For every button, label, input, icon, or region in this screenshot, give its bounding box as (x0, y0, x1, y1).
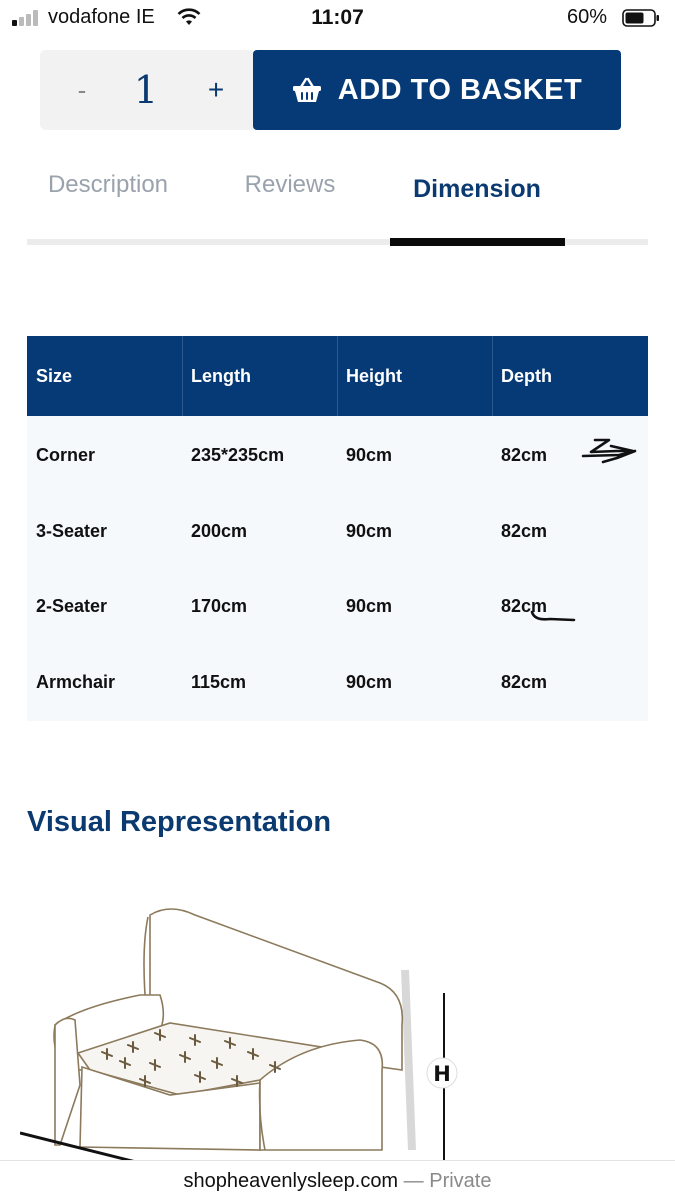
cell-height: 90cm (346, 521, 393, 541)
decrease-quantity-button[interactable]: - (77, 75, 87, 105)
cell-depth: 82cm (501, 596, 548, 616)
carrier-name: vodafone IE (48, 6, 155, 28)
tab-dimension[interactable]: Dimension (413, 175, 541, 203)
battery-icon (622, 9, 660, 27)
increase-quantity-button[interactable]: + (207, 74, 225, 105)
cell-size: 3-Seater (36, 521, 108, 541)
cell-depth: 82cm (501, 521, 548, 541)
height-marker-label: H (433, 1062, 451, 1086)
quantity-value[interactable]: 1 (133, 68, 159, 112)
private-mode-label: Private (429, 1170, 492, 1192)
battery-percentage: 60% (567, 6, 608, 28)
cell-size: Corner (36, 445, 96, 465)
visual-representation-heading: Visual Representation (27, 806, 332, 838)
cell-height: 90cm (346, 445, 393, 465)
cell-length: 170cm (191, 596, 248, 616)
cell-depth: 82cm (501, 672, 548, 692)
handwritten-arrow-annotation (575, 434, 641, 468)
browser-url-bar[interactable] (0, 1160, 675, 1201)
cell-length: 200cm (191, 521, 248, 541)
dimensions-table (27, 336, 648, 721)
cell-depth: 82cm (501, 445, 548, 465)
add-to-basket-button[interactable] (253, 50, 621, 130)
cell-height: 90cm (346, 672, 393, 692)
basket-icon (292, 76, 322, 104)
sofa-diagram-image (20, 895, 580, 1165)
url-separator: — (398, 1170, 430, 1192)
add-to-basket-label: ADD TO BASKET (337, 73, 583, 106)
column-header-size: Size (36, 366, 73, 386)
column-header-height: Height (346, 366, 402, 386)
status-bar (0, 0, 675, 38)
cell-height: 90cm (346, 596, 393, 616)
cell-size: 2-Seater (36, 596, 108, 616)
table-header (27, 336, 648, 416)
column-header-depth: Depth (501, 366, 552, 386)
cell-size: Armchair (36, 672, 116, 692)
clock: 11:07 (311, 6, 364, 29)
cell-length: 115cm (191, 672, 247, 692)
cell-length: 235*235cm (191, 445, 285, 465)
column-header-length: Length (191, 366, 251, 386)
tab-reviews[interactable]: Reviews (244, 171, 336, 198)
tab-description[interactable]: Description (47, 171, 169, 198)
url-domain: shopheavenlysleep.com (183, 1170, 399, 1192)
active-tab-indicator (390, 238, 565, 246)
handwritten-underline-annotation (528, 606, 580, 626)
